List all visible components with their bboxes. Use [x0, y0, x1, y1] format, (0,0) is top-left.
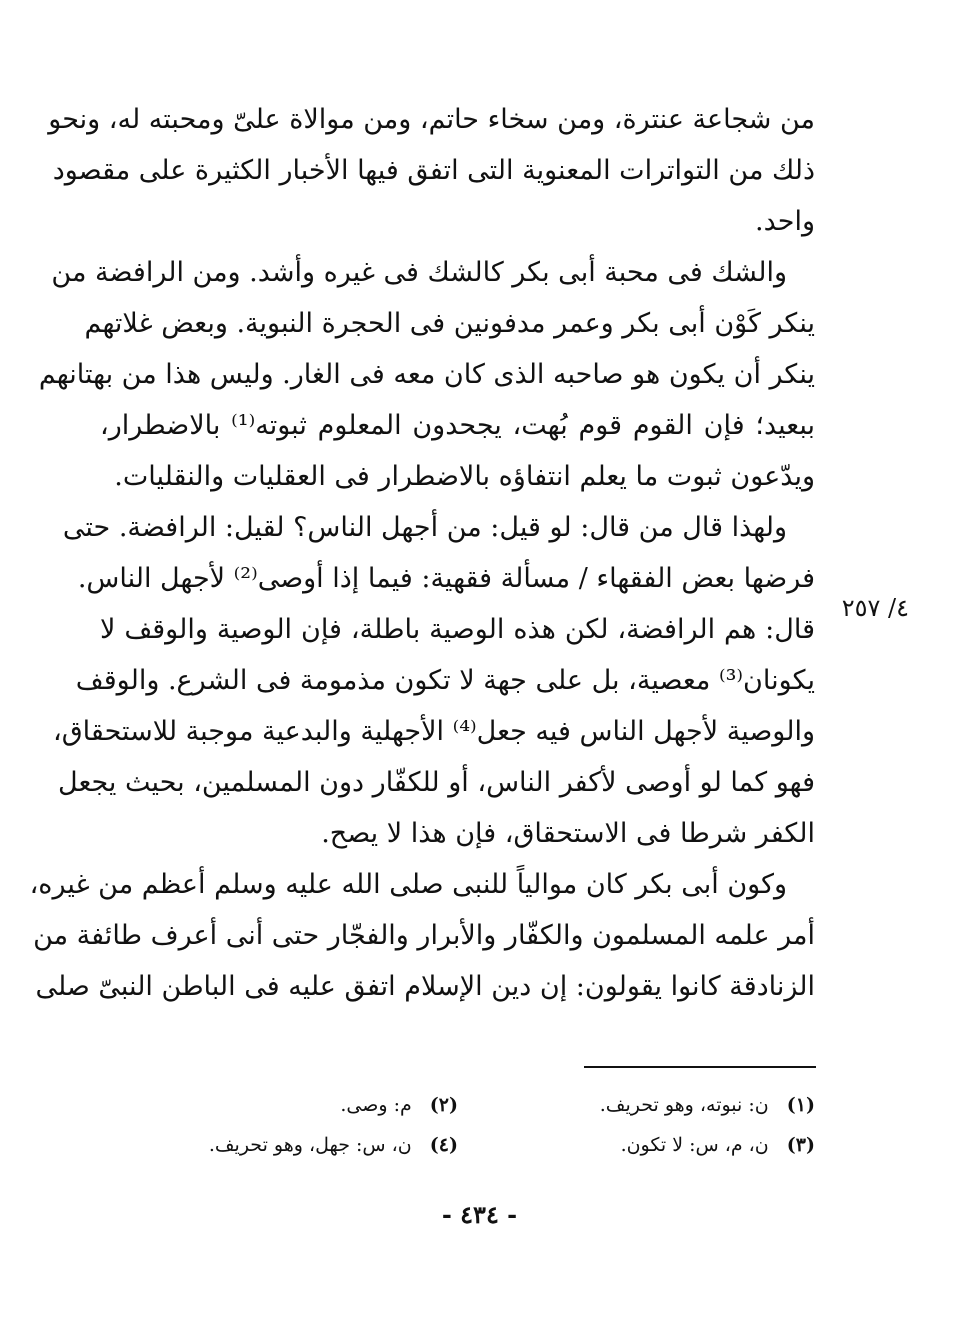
page-number: - ٤٣٤ - [441, 1200, 518, 1229]
footnote-row-2 [100, 1125, 815, 1165]
main-text [29, 94, 815, 1012]
text-line-17: أمر علمه المسلمون والكفّار والأبرار والفجّار حتى أنى أعرف طائفة من [33, 920, 815, 951]
footnote-number: (٢) [429, 1094, 458, 1116]
text-line-2: ذلك من التواترات المعنوية التى اتفق فيها الأخبار الكثيرة على مقصود [52, 155, 815, 186]
text-line-18: الزنادقة كانوا يقولون: إن دين الإسلام اتفق عليه فى الباطن النبىّ صلى [35, 971, 815, 1002]
footnote-row-1 [100, 1085, 815, 1125]
text-line-12: يكونان⁽³⁾ معصية، بل على جهة لا تكون مذمومة فى الشرع. والوقف [75, 665, 815, 696]
footnote-3 [458, 1125, 815, 1165]
text-line-15: الكفر شرطا فى الاستحقاق، فإن هذا لا يصح. [321, 818, 815, 849]
footnote-number: (٤) [429, 1134, 458, 1156]
footnote-text: ن: نبوته، وهو تحريف. [599, 1094, 769, 1116]
text-line-5: ينكر كَوْن أبى بكر وعمر مدفونين فى الحجرة النبوية. وبعض غلاتهم [84, 308, 815, 339]
footnote-4 [101, 1125, 458, 1165]
text-line-10: فرضها بعض الفقهاء / مسألة فقهية: فيما إذا أوصى⁽²⁾ لأجهل الناس. [77, 563, 815, 594]
footnote-number: (٣) [786, 1134, 815, 1156]
text-line-16: وكون أبى بكر كان موالياً للنبى صلى الله عليه وسلم أعظم من غيره، [29, 869, 787, 900]
text-line-4: والشك فى محبة أبى بكر كالشك فى غيره وأشد. ومن الرافضة من [51, 257, 787, 288]
footnote-1 [458, 1085, 815, 1125]
footnote-separator [584, 1066, 816, 1068]
footnote-number: (١) [786, 1094, 815, 1116]
footnote-text: ن، س: جهل، وهو تحريف. [208, 1134, 412, 1156]
text-line-3: واحد. [755, 206, 815, 237]
text-line-1: من شجاعة عنترة، ومن سخاء حاتم، ومن موالاة علىّ ومحبته له، ونحو [48, 104, 815, 135]
text-line-7: ببعيد؛ فإن القوم قوم بُهت، يجحدون المعلوم ثبوته⁽¹⁾ بالاضطرار، [100, 410, 815, 441]
footnotes [100, 1085, 815, 1165]
document-page [29, 94, 815, 1012]
footnote-2 [101, 1085, 458, 1125]
footnote-text: ن، م، س: لا تكون. [620, 1134, 769, 1156]
text-line-6: ينكر أن يكون هو صاحبه الذى كان معه فى الغار. وليس هذا من بهتانهم [38, 359, 815, 390]
footnote-text: م: وصى. [340, 1094, 412, 1116]
margin-page-reference: ٤/ ٢٥٧ [841, 594, 909, 622]
text-line-14: فهو كما لو أوصى لأكفر الناس، أو للكفّار دون المسلمين، بحيث يجعل [58, 767, 815, 798]
text-line-9: ولهذا قال من قال: لو قيل: من أجهل الناس؟ لقيل: الرافضة. حتى [62, 512, 787, 543]
text-line-13: والوصية لأجهل الناس فيه جعل⁽⁴⁾ الأجهلية والبدعية موجبة للاستحقاق، [53, 716, 815, 747]
text-line-11: قال: هم الرافضة، لكن هذه الوصية باطلة، فإن الوصية والوقف لا [100, 614, 815, 645]
text-line-8: ويدّعون ثبوت ما يعلم انتفاؤه بالاضطرار فى العقليات والنقليات. [114, 461, 815, 492]
